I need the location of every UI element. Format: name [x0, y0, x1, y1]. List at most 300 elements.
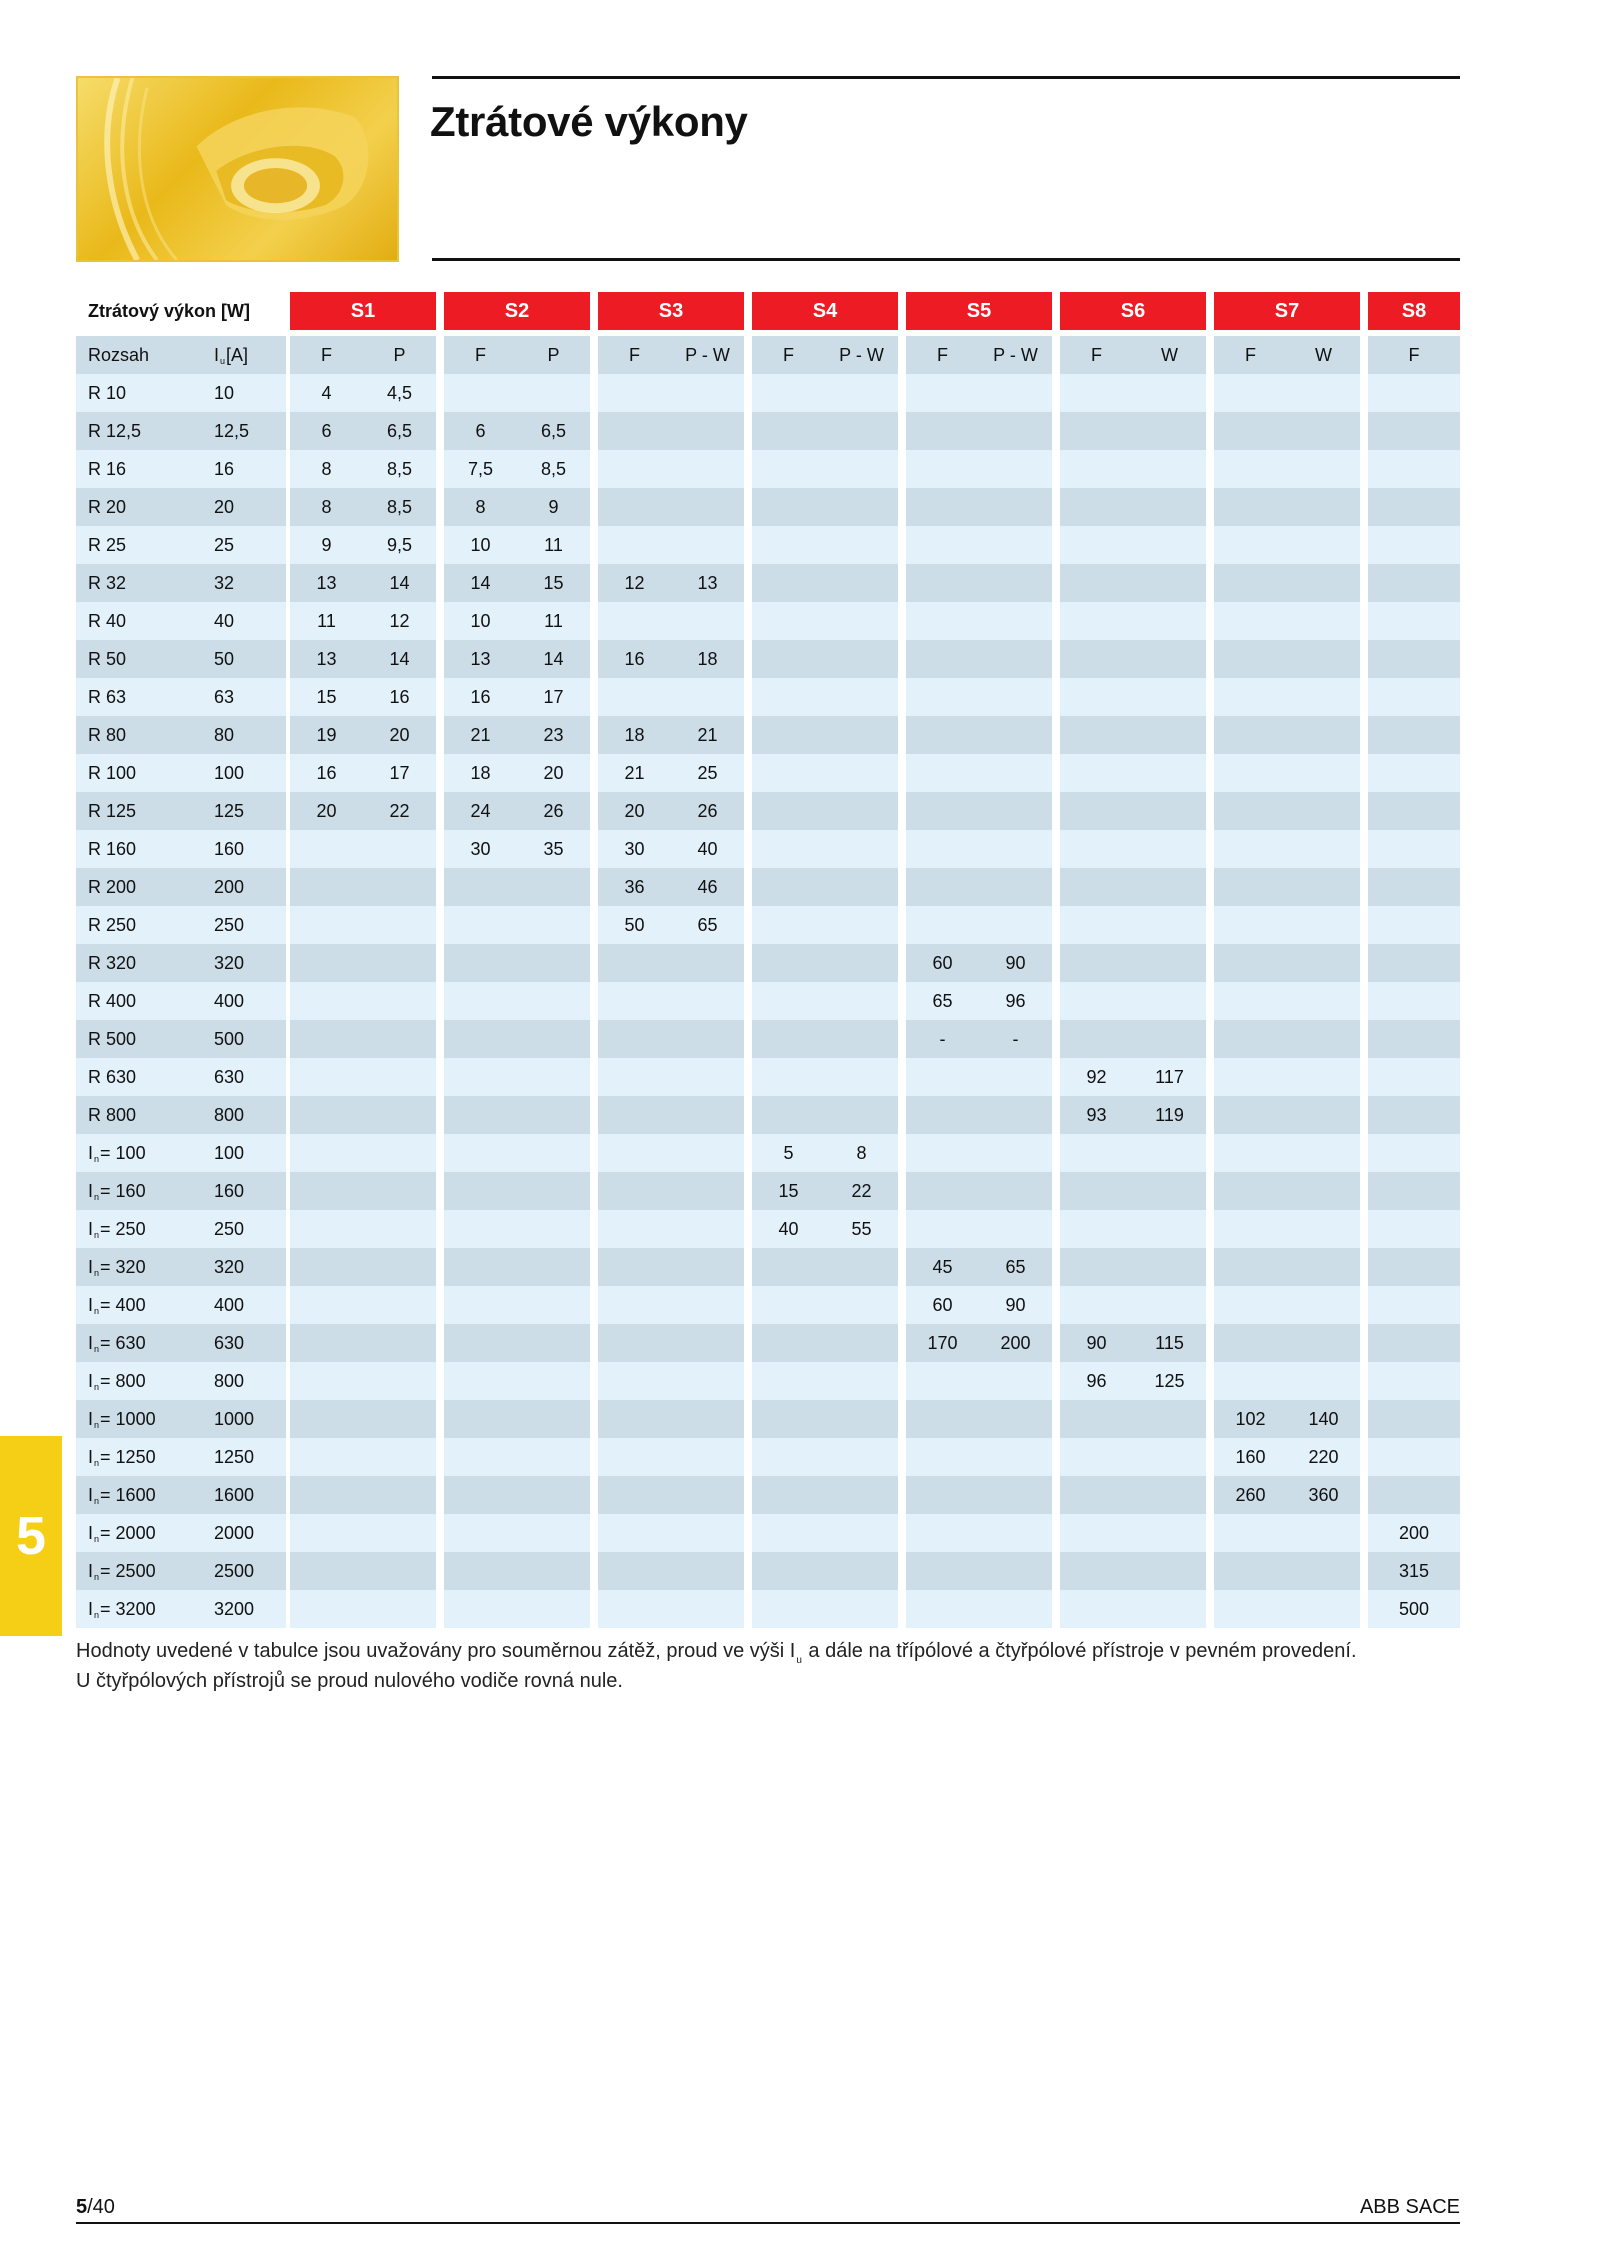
- value-group-s4: [752, 1324, 898, 1362]
- label-main: R 320: [88, 952, 137, 973]
- value-cell: [444, 1324, 517, 1362]
- value-group-s4: [752, 1590, 898, 1628]
- value-cell: [1060, 1210, 1133, 1248]
- value-group-s6: [1060, 678, 1206, 716]
- value-cell: [598, 412, 671, 450]
- value-group-s7: [1214, 1172, 1360, 1210]
- value-cell: [1133, 1400, 1206, 1438]
- range-cell: [76, 1438, 202, 1476]
- value-cell: [752, 1514, 825, 1552]
- table-footnote: [76, 1638, 1466, 1694]
- value-cell: [1214, 1514, 1287, 1552]
- range-cell: [76, 1362, 202, 1400]
- value-cell: [1133, 678, 1206, 716]
- value-cell: 9,5: [386, 534, 413, 555]
- value-group-s7: [1214, 488, 1360, 526]
- value-cell: [1060, 754, 1133, 792]
- value-group-s1: [290, 868, 436, 906]
- value-cell: [1368, 1172, 1460, 1210]
- value-cell: 93: [1086, 1104, 1107, 1125]
- value-cell: [1214, 1590, 1287, 1628]
- value-group-s3: [598, 1476, 744, 1514]
- current-cell: 250: [202, 1210, 286, 1248]
- value-cell: [979, 412, 1052, 450]
- label-main: I: [88, 1522, 94, 1543]
- value-cell: 23: [543, 724, 564, 745]
- value-group-s3: [598, 1058, 744, 1096]
- label-subscript: n: [94, 1420, 100, 1430]
- value-group-s7: [1214, 1058, 1360, 1096]
- value-cell: 26: [697, 800, 718, 821]
- value-cell: [1368, 792, 1460, 830]
- value-group-s8: [1368, 944, 1460, 982]
- value-group-s3: [598, 1400, 744, 1438]
- value-cell: [290, 1362, 363, 1400]
- value-cell: 14: [543, 648, 564, 669]
- value-cell: [598, 1248, 671, 1286]
- value-group-s1: [290, 982, 436, 1020]
- current-cell: 160: [202, 830, 286, 868]
- value-cell: [906, 678, 979, 716]
- value-cell: [1214, 1058, 1287, 1096]
- value-cell: 6: [321, 420, 332, 441]
- value-cell: [979, 1514, 1052, 1552]
- value-group-s8: [1368, 1438, 1460, 1476]
- value-group-s8: [1368, 1286, 1460, 1324]
- value-cell: [979, 678, 1052, 716]
- value-group-s1: [290, 792, 436, 830]
- value-cell: [906, 1134, 979, 1172]
- value-group-s7: [1214, 868, 1360, 906]
- value-group-s4: [752, 1400, 898, 1438]
- value-cell: [671, 1514, 744, 1552]
- value-cell: [1214, 564, 1287, 602]
- value-cell: [1287, 1248, 1360, 1286]
- footnote-subscript: u: [796, 1655, 802, 1666]
- value-cell: [1060, 564, 1133, 602]
- value-group-s4: [752, 564, 898, 602]
- table-header-row: [76, 292, 1460, 330]
- table-row: [76, 678, 1460, 716]
- range-cell: [76, 678, 202, 716]
- value-cell: [444, 1020, 517, 1058]
- value-group-s6: [1060, 1514, 1206, 1552]
- value-cell: -: [939, 1028, 946, 1049]
- value-cell: [671, 450, 744, 488]
- value-cell: 20: [543, 762, 564, 783]
- value-cell: [1060, 678, 1133, 716]
- value-cell: [906, 906, 979, 944]
- value-cell: 30: [470, 838, 491, 859]
- value-group-s5: [906, 602, 1052, 640]
- value-cell: [598, 450, 671, 488]
- value-cell: 16: [316, 762, 337, 783]
- value-cell: [444, 1134, 517, 1172]
- value-cell: [825, 1552, 898, 1590]
- value-cell: [363, 1552, 436, 1590]
- value-group-s5: [906, 526, 1052, 564]
- footer-rule: [76, 2222, 1460, 2224]
- value-cell: [1060, 374, 1133, 412]
- value-group-s8: [1368, 1324, 1460, 1362]
- value-cell: [979, 868, 1052, 906]
- value-group-s3: [598, 906, 744, 944]
- value-cell: [1368, 1210, 1460, 1248]
- value-cell: [1287, 792, 1360, 830]
- value-cell: [444, 1362, 517, 1400]
- value-cell: [598, 1400, 671, 1438]
- value-group-s3: [598, 1438, 744, 1476]
- label-main: R 200: [88, 876, 137, 897]
- value-group-s3: [598, 1248, 744, 1286]
- value-cell: [979, 640, 1052, 678]
- value-group-s8: [1368, 982, 1460, 1020]
- value-cell: [598, 1552, 671, 1590]
- value-cell: [1368, 374, 1460, 412]
- value-group-s6: [1060, 1248, 1206, 1286]
- value-group-s6: [1060, 906, 1206, 944]
- value-cell: [1060, 1514, 1133, 1552]
- value-group-s6: [1060, 716, 1206, 754]
- label-main: I: [88, 1180, 94, 1201]
- value-cell: [979, 1400, 1052, 1438]
- value-cell: [825, 526, 898, 564]
- value-cell: 35: [543, 838, 564, 859]
- value-group-s6: [1060, 830, 1206, 868]
- value-cell: 8,5: [540, 458, 567, 479]
- value-cell: [906, 830, 979, 868]
- range-cell: [76, 1286, 202, 1324]
- table-row: [76, 1058, 1460, 1096]
- value-cell: [517, 944, 590, 982]
- value-cell: [906, 792, 979, 830]
- value-cell: [752, 792, 825, 830]
- value-group-s7: [1214, 1590, 1360, 1628]
- value-group-s8: [1368, 412, 1460, 450]
- value-cell: [906, 1362, 979, 1400]
- value-group-s6: [1060, 1172, 1206, 1210]
- label-main: I: [88, 1484, 94, 1505]
- value-group-s8: [1368, 602, 1460, 640]
- value-cell: [1214, 944, 1287, 982]
- value-cell: [1287, 868, 1360, 906]
- value-cell: [1060, 792, 1133, 830]
- label-main: I: [214, 344, 220, 365]
- value-cell: 20: [389, 724, 410, 745]
- value-cell: [517, 1286, 590, 1324]
- table-row: [76, 1286, 1460, 1324]
- value-cell: 11: [544, 610, 563, 631]
- value-cell: [1287, 906, 1360, 944]
- value-cell: [1133, 754, 1206, 792]
- value-cell: [444, 1476, 517, 1514]
- row-header-range: Rozsah: [76, 336, 202, 374]
- value-group-s7: [1214, 1324, 1360, 1362]
- value-group-s4: [752, 602, 898, 640]
- range-cell: [76, 412, 202, 450]
- range-cell: [76, 1324, 202, 1362]
- value-cell: [444, 1514, 517, 1552]
- current-cell: 63: [202, 678, 286, 716]
- value-cell: [1133, 564, 1206, 602]
- value-group-s7: [1214, 1476, 1360, 1514]
- range-cell: [76, 1020, 202, 1058]
- value-group-s6: [1060, 1096, 1206, 1134]
- range-cell: [76, 374, 202, 412]
- value-group-s8: [1368, 640, 1460, 678]
- value-group-s8: [1368, 792, 1460, 830]
- value-cell: [1060, 526, 1133, 564]
- value-cell: 9: [321, 534, 332, 555]
- value-cell: [1133, 602, 1206, 640]
- value-group-s5: [906, 1438, 1052, 1476]
- value-cell: [290, 1590, 363, 1628]
- value-group-s4: [752, 1058, 898, 1096]
- value-group-s4: [752, 526, 898, 564]
- table-row: [76, 1096, 1460, 1134]
- value-cell: [598, 1058, 671, 1096]
- group-header-s4: S4: [752, 292, 898, 330]
- value-cell: [752, 412, 825, 450]
- value-group-s4: [752, 1286, 898, 1324]
- footnote-line1-end: a dále na třípólové a čtyřpólové přístroje v pevném provedení.: [802, 1640, 1357, 1662]
- value-cell: [906, 412, 979, 450]
- subheader-s2-0: F: [475, 344, 486, 365]
- label-subscript: n: [94, 1230, 100, 1240]
- label-subscript: n: [94, 1192, 100, 1202]
- value-cell: [290, 1020, 363, 1058]
- value-cell: [1060, 944, 1133, 982]
- label-rest: = 2000: [100, 1522, 156, 1543]
- value-cell: [752, 1286, 825, 1324]
- value-group-s6: [1060, 1134, 1206, 1172]
- table-row: [76, 374, 1460, 412]
- value-group-s3: [598, 868, 744, 906]
- value-cell: 19: [316, 724, 337, 745]
- value-cell: [1214, 488, 1287, 526]
- value-cell: [825, 1058, 898, 1096]
- value-cell: [752, 488, 825, 526]
- value-cell: 16: [624, 648, 645, 669]
- table-row: [76, 982, 1460, 1020]
- value-group-s7: [1214, 906, 1360, 944]
- value-group-s6: [1060, 450, 1206, 488]
- value-group-s6: [1060, 1438, 1206, 1476]
- value-cell: 60: [932, 1294, 953, 1315]
- value-group-s6: [1060, 754, 1206, 792]
- value-cell: [290, 1400, 363, 1438]
- value-cell: [444, 1248, 517, 1286]
- label-rest: = 1600: [100, 1484, 156, 1505]
- value-group-s4: [752, 1438, 898, 1476]
- value-cell: [1214, 906, 1287, 944]
- current-cell: 12,5: [202, 412, 286, 450]
- value-group-s7: [1214, 944, 1360, 982]
- value-cell: [752, 1476, 825, 1514]
- value-cell: 17: [389, 762, 410, 783]
- value-cell: [1214, 1172, 1287, 1210]
- value-group-s8: [1368, 1020, 1460, 1058]
- value-cell: [517, 1438, 590, 1476]
- value-group-s2: [444, 412, 590, 450]
- value-group-s7: [1214, 602, 1360, 640]
- value-cell: [1287, 1210, 1360, 1248]
- value-cell: [1133, 1248, 1206, 1286]
- label-rest: = 400: [100, 1294, 146, 1315]
- value-cell: [752, 1438, 825, 1476]
- value-cell: [517, 868, 590, 906]
- value-cell: [1060, 488, 1133, 526]
- value-cell: 7,5: [467, 458, 494, 479]
- value-cell: 15: [543, 572, 564, 593]
- value-cell: [444, 944, 517, 982]
- value-cell: [671, 1590, 744, 1628]
- value-cell: 8: [321, 458, 332, 479]
- value-cell: 8: [856, 1142, 867, 1163]
- table-row: [76, 412, 1460, 450]
- value-cell: [979, 1590, 1052, 1628]
- value-group-s5: [906, 1362, 1052, 1400]
- value-group-s3: [598, 1286, 744, 1324]
- value-cell: [1060, 982, 1133, 1020]
- brand-name: ABB SACE: [1359, 2196, 1460, 2218]
- value-cell: 12: [389, 610, 410, 631]
- value-group-s1: [290, 754, 436, 792]
- value-cell: 18: [697, 648, 718, 669]
- value-cell: 30: [624, 838, 645, 859]
- value-cell: [825, 1476, 898, 1514]
- value-cell: [671, 1058, 744, 1096]
- subheader-group-s2: [444, 336, 590, 374]
- table-row: [76, 1248, 1460, 1286]
- value-cell: [979, 1134, 1052, 1172]
- value-cell: [290, 1210, 363, 1248]
- table-row: [76, 450, 1460, 488]
- table-corner-label: Ztrátový výkon [W]: [88, 300, 251, 321]
- value-cell: [979, 1438, 1052, 1476]
- value-cell: [752, 678, 825, 716]
- value-cell: [290, 1172, 363, 1210]
- label-rest: = 1000: [100, 1408, 156, 1429]
- value-cell: 140: [1308, 1408, 1339, 1429]
- value-cell: [906, 868, 979, 906]
- value-cell: [1287, 1020, 1360, 1058]
- value-cell: 6,5: [540, 420, 567, 441]
- value-group-s1: [290, 412, 436, 450]
- value-cell: [1287, 1058, 1360, 1096]
- value-cell: [671, 1438, 744, 1476]
- value-cell: [1133, 1020, 1206, 1058]
- value-cell: [1287, 488, 1360, 526]
- value-cell: [1287, 602, 1360, 640]
- value-group-s4: [752, 1476, 898, 1514]
- value-group-s5: [906, 1400, 1052, 1438]
- value-group-s1: [290, 830, 436, 868]
- value-cell: [1133, 1438, 1206, 1476]
- value-cell: 25: [697, 762, 718, 783]
- value-group-s5: [906, 906, 1052, 944]
- value-cell: [363, 830, 436, 868]
- value-cell: [979, 1552, 1052, 1590]
- value-group-s2: [444, 1134, 590, 1172]
- value-cell: 96: [1005, 990, 1026, 1011]
- current-cell: 200: [202, 868, 286, 906]
- value-group-s5: [906, 982, 1052, 1020]
- current-cell: 400: [202, 982, 286, 1020]
- value-group-s7: [1214, 1248, 1360, 1286]
- value-cell: [1368, 1476, 1460, 1514]
- range-cell: [76, 526, 202, 564]
- subheader-s7-1: W: [1315, 344, 1332, 365]
- value-group-s6: [1060, 564, 1206, 602]
- value-cell: [671, 1210, 744, 1248]
- subheader-s7-0: F: [1245, 344, 1256, 365]
- value-cell: [363, 1438, 436, 1476]
- table-row: [76, 1400, 1460, 1438]
- group-header-s7: S7: [1214, 292, 1360, 330]
- value-cell: [1368, 944, 1460, 982]
- value-cell: [1133, 488, 1206, 526]
- value-cell: [1133, 1134, 1206, 1172]
- value-cell: [1214, 374, 1287, 412]
- table-row: [76, 830, 1460, 868]
- label-main: I: [88, 1218, 94, 1239]
- value-cell: 10: [470, 610, 491, 631]
- value-cell: [517, 1210, 590, 1248]
- value-group-s7: [1214, 1210, 1360, 1248]
- value-cell: [1133, 868, 1206, 906]
- value-cell: 119: [1155, 1104, 1184, 1125]
- value-group-s7: [1214, 792, 1360, 830]
- value-cell: [1214, 754, 1287, 792]
- value-cell: 40: [778, 1218, 799, 1239]
- table-subheader-row: [76, 336, 1460, 374]
- value-cell: [825, 1286, 898, 1324]
- value-cell: [1214, 412, 1287, 450]
- value-cell: [444, 868, 517, 906]
- value-group-s1: [290, 1210, 436, 1248]
- value-group-s7: [1214, 1438, 1360, 1476]
- value-cell: [979, 906, 1052, 944]
- value-cell: 50: [624, 914, 645, 935]
- value-cell: [1368, 1096, 1460, 1134]
- value-cell: [825, 488, 898, 526]
- value-group-s1: [290, 526, 436, 564]
- value-cell: 18: [470, 762, 491, 783]
- value-group-s2: [444, 982, 590, 1020]
- value-cell: [598, 1438, 671, 1476]
- value-group-s4: [752, 450, 898, 488]
- label-rest: = 320: [100, 1256, 146, 1277]
- subheader-s4-0: F: [783, 344, 794, 365]
- value-cell: [1060, 1134, 1133, 1172]
- value-cell: [1133, 640, 1206, 678]
- current-cell: 500: [202, 1020, 286, 1058]
- value-cell: [1133, 412, 1206, 450]
- value-cell: [1060, 1020, 1133, 1058]
- value-group-s8: [1368, 526, 1460, 564]
- value-cell: [290, 944, 363, 982]
- value-group-s3: [598, 1324, 744, 1362]
- value-group-s5: [906, 1590, 1052, 1628]
- value-group-s1: [290, 488, 436, 526]
- subheader-group-s4: [752, 336, 898, 374]
- value-cell: [517, 1514, 590, 1552]
- value-cell: [671, 1324, 744, 1362]
- hero-image: [76, 76, 399, 262]
- current-cell: 630: [202, 1324, 286, 1362]
- value-cell: [363, 1476, 436, 1514]
